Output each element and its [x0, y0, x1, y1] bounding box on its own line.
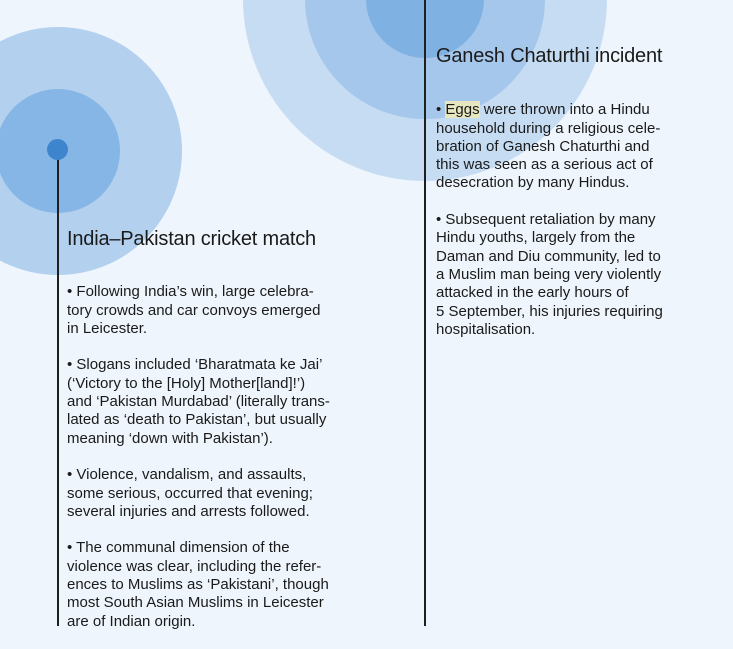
cricket-match-text — [67, 265, 357, 649]
bullet-paragraph — [436, 101, 696, 192]
bullet-paragraph: • Violence, vandalism, and assaults, some serious, occurred that evening; several injuries and arrests followed. — [67, 466, 313, 520]
bullet-paragraph: • Slogans included ‘Bharatmata ke Jai’ (‘Victory to the [Holy] Mother[land]!’) and ‘Pakistan Murdabad’ (literally trans- lated as ‘death to Pakistan’, but usually meaning ‘down with Pakistan’). — [67, 356, 330, 447]
timeline-line-left — [57, 150, 59, 626]
timeline-marker-dot — [47, 139, 68, 160]
timeline-line-right — [424, 0, 426, 626]
bullet-paragraph: • The communal dimension of the violence was clear, including the refer- ences to Muslims as ‘Pakistani’, though most South Asian Muslims in Leicester are of Indian origin. — [67, 539, 329, 630]
section-title-cricket-match: India–Pakistan cricket match — [67, 228, 316, 250]
section-title-ganesh-chaturthi: Ganesh Chaturthi incident — [436, 45, 663, 67]
bullet-paragraph: • Following India’s win, large celebra- tory crowds and car convoys emerged in Leicester. — [67, 283, 321, 337]
highlighted-word: Eggs — [445, 101, 480, 119]
ganesh-chaturthi-text — [436, 83, 696, 357]
bullet-paragraph: • Subsequent retaliation by many Hindu youths, largely from the Daman and Diu community, led to a Muslim man being very violently attacked in the early hours of 5 September, his injuries requiring hospitalisation. — [436, 211, 663, 338]
bullet-prefix: • — [436, 101, 446, 119]
bullet-text: were thrown into a Hindu household during a religious cele- bration of Ganesh Chaturthi and this was seen as a serious act of desecration by many Hindus. — [436, 101, 661, 192]
